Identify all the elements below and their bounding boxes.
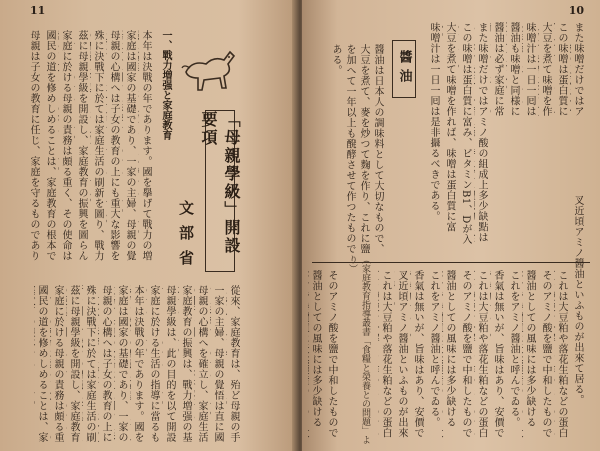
body-bottom-b: 一家の主婦、母親の覺悟は直に國 xyxy=(212,285,223,443)
right-bottom-col-e: これをアミノ醬油と呼んでゐる。 xyxy=(508,270,519,428)
sauce-body-text: 醬油は日本人の調味料として大切なもので、大豆を煮て、麥を炒つて麴を作り、これに鹽を加へて一年以上も醗酵させて作つたものである。 xyxy=(330,44,383,254)
body-bottom-a: 從來、家庭教育は、殆ど母親の手 xyxy=(228,285,239,443)
body-bottom-j: 殊に決戰下に於ては家庭生活の刷 xyxy=(84,285,95,443)
source-note: （家庭教育指導叢書「食糧と榮養との問題」より） xyxy=(347,255,370,444)
body-bottom-m: 國民の道を修めしめることは、家 xyxy=(36,285,47,443)
sauce-heading: 醬油 xyxy=(396,50,412,88)
body-bottom-g: 本年は決戰の年であります。國を xyxy=(132,285,143,443)
body-col-c: 母親の心構へは子女の教育の上にも重大な影響を xyxy=(108,30,119,261)
right-bottom-col-b: これは大豆粕や落花生粕などの蛋白 xyxy=(556,270,567,438)
right-top-col-b: この味噌は蛋白質に xyxy=(556,22,567,117)
right-top-col-e: 醬油も味噌と同様に xyxy=(508,22,519,117)
section-heading: 一、戰力増强と家庭教育 xyxy=(160,30,171,140)
right-bottom-col-d: 醬油としての風味には多少缺ける xyxy=(524,270,535,428)
page-title: 「母親學級」開設要項 xyxy=(199,111,241,255)
right-top-col-d: 味噌汁は一日一囘は xyxy=(524,22,535,117)
body-bottom-h: 家庭は國家の基礎であり、一家の xyxy=(116,285,127,443)
body-col-a: 本年は決戰の年であります。國を擧げて戰力の増 xyxy=(140,30,151,261)
right-bottom-col-l: 叉近頃アミノ醬油といふものが出來 xyxy=(396,270,407,438)
body-bottom-d: 家庭教育の振興は、戰力増强の基 xyxy=(180,285,191,443)
body-col-d: 殊に決戰下に於ては家庭生活の刷新を圖り、戰力 xyxy=(92,30,103,261)
right-bottom-col-f: 香氣は無いが、旨味はあり、安價で xyxy=(492,270,503,438)
left-page xyxy=(0,0,298,451)
body-bottom-i: 母親の心構へは子女の教育の上に xyxy=(100,285,111,443)
right-bottom-col-j: これをアミノ醬油と呼んでゐる。 xyxy=(428,270,439,428)
author-name: 文部省 xyxy=(177,200,195,275)
right-mid-col-a: また味噌だけではアミノ酸の組成上多少缺點は xyxy=(476,22,487,243)
right-bottom-col-g: これは大豆粕や落花生粕などの蛋白 xyxy=(476,270,487,438)
page-number-right: 10 xyxy=(568,4,584,17)
body-col-b: 家庭は國家の基礎であり、一家の主婦、母親の覺 xyxy=(124,30,135,261)
body-col-e: 茲に母親學級を開設し、家庭教育の振興を圖らん xyxy=(76,30,87,261)
sauce-heading-frame xyxy=(392,40,416,98)
body-bottom-k: 茲に母親學級を開設し、家庭教育 xyxy=(68,285,79,443)
body-col-f: 家庭に於ける母親の責務は頗る重く、その使命は xyxy=(60,30,71,261)
right-top-col-c: 大豆を煮て味噌を作 xyxy=(540,22,551,117)
right-mid-col-c: 大豆を煮て味噌を作れば、味噌は蛋白質に富 xyxy=(444,22,455,232)
right-top-col-a: また味噌だけではア xyxy=(572,22,583,117)
body-col-h: 母親は子女の教育に任じ、家庭を守るものであり xyxy=(28,30,39,261)
right-bottom-col-n: そのアミノ酸を鹽で中和したもので xyxy=(326,270,337,438)
right-bottom-col-i: 醬油としての風味には多少缺ける xyxy=(444,270,455,428)
title-frame xyxy=(199,110,241,272)
body-col-g: 國民の道を修めしめることは、家庭教育の根本で xyxy=(44,30,55,261)
horse-illustration-icon xyxy=(180,42,240,94)
right-bottom-col-c: そのアミノ酸を鹽で中和したもので xyxy=(540,270,551,438)
right-bottom-col-a: 叉近頃アミノ醬油といふものが出來て居る。 xyxy=(572,195,583,405)
body-bottom-l: 家庭に於ける母親の責務は頗る重 xyxy=(52,285,63,443)
right-bottom-col-k: 香氣は無いが、旨味はあり、安價で xyxy=(412,270,423,438)
page-number-left: 11 xyxy=(30,4,46,17)
right-mid-col-b: この味噌は蛋白質に富み、ビタミンB1、Dが入 xyxy=(460,22,471,245)
right-bottom-col-m: これは大豆粕や落花生粕などの蛋白 xyxy=(380,270,391,438)
right-top-col-f: 醬油は必ず家庭に常 xyxy=(492,22,503,117)
body-bottom-e: 母親學級は、此の目的を以て開設 xyxy=(164,285,175,443)
right-page xyxy=(302,0,600,451)
body-bottom-c: 母親の心構へを確立し、家庭生活 xyxy=(196,285,207,443)
body-bottom-f: 家庭に於ける生活の指導に當るも xyxy=(148,285,159,443)
right-bottom-col-h: そのアミノ酸を鹽で中和したもので xyxy=(460,270,471,438)
right-bottom-col-o: 醬油としての風味には多少缺ける xyxy=(310,270,321,428)
right-mid-col-d: 味噌汁は一日一囘は是非攝るべきである。 xyxy=(428,22,439,222)
